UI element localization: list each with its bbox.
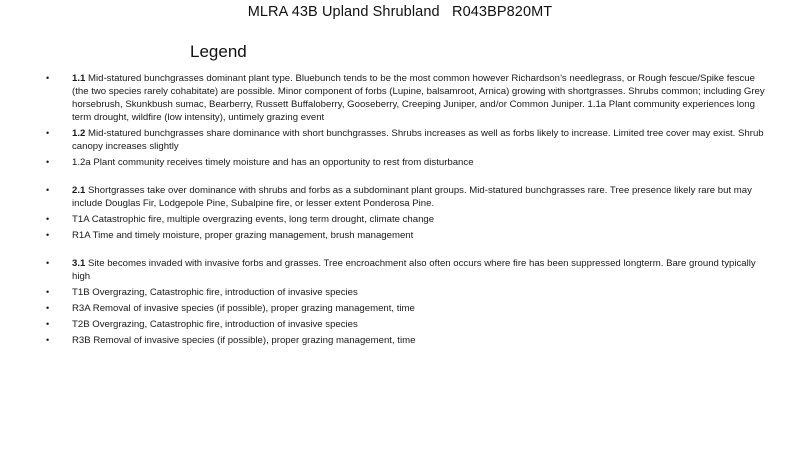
legend-item-text: Mid-statured bunchgrasses share dominance with short bunchgrasses. Shrubs increases as well as forbs likely to increase. Limited tree cover may exist. Shrub canopy increases slightly — [72, 128, 764, 152]
bullet-icon: • — [46, 185, 50, 195]
legend-item-text: T1A Catastrophic fire, multiple overgrazing events, long term drought, climate change — [72, 214, 435, 225]
legend-item — [46, 184, 766, 210]
legend-item-text: Mid-statured bunchgrasses dominant plant type. Bluebunch tends to be the most common however Richardson’s needlegrass, or Rough fescue/Spike fescue (the two species rarely cohabitate) are possible. Minor component of forbs (Lupine, balsamroot, Arnica) growing with shortgrasses. Shrubs common; including Grey horsebrush, Skunkbush sumac, Bearberry, Russett Buffaloberry, Gooseberry, Creeping Juniper, and/or Common Juniper. 1.1a Plant community experiences long term drought, wildfire (low intensity), untimely grazing event — [72, 73, 765, 123]
legend-heading: Legend — [190, 42, 247, 61]
legend-item — [46, 318, 766, 331]
legend-item — [46, 257, 766, 283]
bullet-icon: • — [46, 157, 50, 167]
legend-item-code: 3.1 — [72, 258, 86, 269]
bullet-icon: • — [46, 335, 50, 345]
legend-item — [46, 156, 766, 169]
legend-item-text: 1.2a Plant community receives timely moisture and has an opportunity to rest from disturbance — [72, 157, 474, 168]
legend-item-text: R3A Removal of invasive species (if possible), proper grazing management, time — [72, 303, 415, 314]
bullet-icon: • — [46, 319, 50, 329]
bullet-icon: • — [46, 230, 50, 240]
legend-item-text: T1B Overgrazing, Catastrophic fire, introduction of invasive species — [72, 287, 358, 298]
legend-item — [46, 302, 766, 315]
legend-item-text: R1A Time and timely moisture, proper grazing management, brush management — [72, 230, 414, 241]
legend-item — [46, 334, 766, 347]
bullet-icon: • — [46, 258, 50, 268]
legend-item-code: 1.1 — [72, 73, 86, 84]
legend-item — [46, 213, 766, 226]
legend-item-text: T2B Overgrazing, Catastrophic fire, introduction of invasive species — [72, 319, 358, 330]
legend-item-text: Shortgrasses take over dominance with shrubs and forbs as a subdominant plant groups. Mid-statured bunchgrasses rare. Tree presence likely rare but may include Douglas Fir, Lodgepole Pine, Subalpine fire, or lesser extent Ponderosa Pine. — [72, 185, 752, 209]
bullet-icon: • — [46, 214, 50, 224]
legend-item-code: 2.1 — [72, 185, 86, 196]
legend-item — [46, 72, 766, 124]
legend-list — [46, 72, 766, 350]
legend-item-text: Site becomes invaded with invasive forbs and grasses. Tree encroachment also often occurs where fire has been suppressed longterm. Bare ground typically high — [72, 258, 756, 282]
legend-item — [46, 127, 766, 153]
legend-item-text: R3B Removal of invasive species (if possible), proper grazing management, time — [72, 335, 416, 346]
legend-item — [46, 229, 766, 242]
bullet-icon: • — [46, 128, 50, 138]
bullet-icon: • — [46, 303, 50, 313]
bullet-icon: • — [46, 287, 50, 297]
legend-item-code: 1.2 — [72, 128, 86, 139]
slide-title: MLRA 43B Upland Shrubland R043BP820MT — [247, 4, 553, 20]
bullet-icon: • — [46, 73, 50, 83]
legend-item — [46, 286, 766, 299]
